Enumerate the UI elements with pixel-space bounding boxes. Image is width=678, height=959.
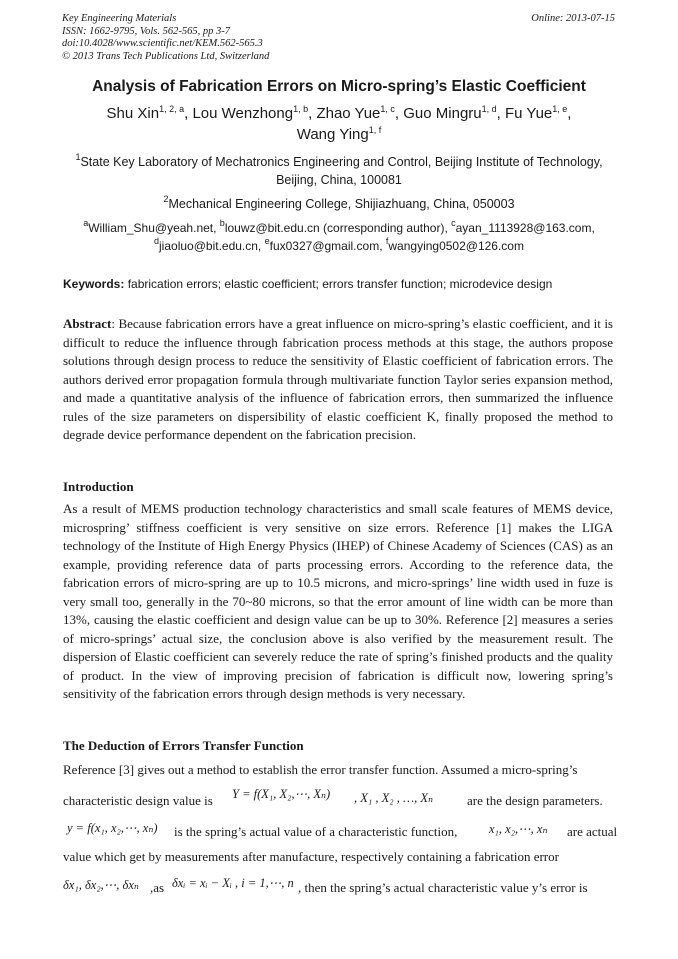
author-name: Zhao Yue: [316, 105, 381, 122]
author-sup: 1, e: [552, 104, 568, 114]
keywords: [63, 277, 552, 291]
author-sup: 1, d: [481, 104, 497, 114]
affiliation-sup: 2: [163, 194, 169, 204]
deduction-line-2-prefix: characteristic design value is: [63, 793, 213, 808]
formula-design-function: Y = f(X₁, X₂,⋯, Xₙ): [232, 787, 331, 801]
email-sup: d: [154, 236, 160, 246]
email-sup: c: [451, 218, 456, 228]
doi-line: doi:10.4028/www.scientific.net/KEM.562-565.3: [62, 38, 263, 49]
author-sup: 1, b: [293, 104, 309, 114]
deduction-line-3-suffix: are actual: [567, 824, 618, 839]
author-name: Wang Ying: [296, 126, 369, 143]
abstract: [63, 315, 613, 445]
email-sup: f: [385, 236, 389, 246]
abstract-label: Abstract: [63, 316, 112, 331]
email-link[interactable]: jiaoluo@bit.edu.cn,: [159, 239, 265, 253]
journal-name: Key Engineering Materials: [62, 13, 177, 24]
deduction-as: ,as: [150, 880, 165, 895]
affiliation-line: Mechanical Engineering College, Shijiazhuang, China, 050003: [168, 197, 515, 211]
author-name: Fu Yue: [505, 105, 553, 122]
author-name: Shu Xin: [106, 105, 160, 122]
publication-metadata: [62, 13, 269, 63]
formula-actual-function: y = f(x₁, x₂,⋯, xₙ): [67, 821, 158, 835]
formula-actual-params: x₁, x₂,⋯, xₙ: [489, 822, 548, 836]
email-list: [60, 219, 618, 255]
deduction-line-3-mid: is the spring’s actual value of a characteristic function,: [174, 824, 458, 839]
keywords-text: fabrication errors; elastic coefficient; errors transfer function; microdevice design: [124, 277, 553, 291]
email-link[interactable]: wangying0502@126.com: [388, 239, 524, 253]
formula-design-params: , X₁ , X₂ , …, Xₙ: [354, 791, 434, 805]
introduction-text: As a result of MEMS production technology characteristics and small scale features of MEMS device, microspring’ stiffness coefficient is very sensitive on size errors. Reference [1] makes the LIGA technology of the Institute of High Energy Physics (IHEP) of Chinese Academy of Sciences (CAS) as an example, providing reference data of parts processing errors. According to the reference data, the fabrication errors of micro-spring are up to 10.5 microns, and micro-springs’ line width used in fuze is very small too, generally in the 70~80 microns, so that the error amount of line width can be more than 13%, causing the elastic coefficient and design value can be up to 30%. Reference [2] measures a series of micro-springs’ actual size, the conclusion above is also verified by the measurement result. The dispersion of Elastic coefficient can severely reduce the rate of spring’s finished products and the quality of product. In the view of improving precision of fabrication is difficult now, lowering spring’s sensitivity of the fabrication errors through design methods is very necessary.: [63, 501, 613, 701]
affiliation-sup: 1: [75, 152, 81, 162]
formula-error-definition: δxᵢ = xᵢ − Xᵢ , i = 1,⋯, n: [172, 876, 294, 890]
paper-title: Analysis of Fabrication Errors on Micro-spring’s Elastic Coefficient: [92, 78, 586, 95]
copyright-line: © 2013 Trans Tech Publications Ltd, Switzerland: [62, 50, 270, 62]
affiliation-line: State Key Laboratory of Mechatronics Engineering and Control, Beijing Institute of Technology,: [80, 155, 603, 169]
email-sup: e: [264, 236, 270, 246]
abstract-text: : Because fabrication errors have a great influence on micro-spring’s elastic coefficient, and it is difficult to reduce the influence through fabrication process methods at this stage, the authors propose solutions through design process to reduce the sensitivity of Elastic coefficient of fabrication errors. The authors derived error propagation formula through multivariate function Taylor series expansion method, and made a quantitative analysis of the influence of fabrication errors, then summarized the influence rules of the size parameters on dispersibility of elastic coefficient K, finally proposed the method to degrade device performance dependent on the fabrication precision.: [63, 316, 613, 442]
affiliation-2: [60, 195, 618, 213]
email-link[interactable]: William_Shu@yeah.net,: [88, 221, 220, 235]
email-link[interactable]: louwz@bit.edu.cn (corresponding author),: [224, 221, 452, 235]
affiliation-line: Beijing, China, 100081: [276, 173, 402, 187]
affiliation-1: [60, 153, 618, 189]
deduction-line-1: Reference [3] gives out a method to establish the error transfer function. Assumed a micro-spring’s: [63, 762, 578, 777]
author-sup: 1, 2, a: [159, 104, 185, 114]
online-date: Online: 2013-07-15: [531, 13, 615, 24]
author-list: Shu Xin$^{1, 2, a}$, Lou Wenzhong$^{1, b}$, Zhao Yue$^{1, c}$, Guo Mingru$^{1, d}$, Fu Yue$^{1, e}$, Wang Ying$^{1, f}$: [106, 104, 572, 143]
email-link[interactable]: fux0327@gmail.com,: [269, 239, 386, 253]
author-sup: 1, c: [380, 104, 395, 114]
introduction-heading: Introduction: [63, 479, 134, 494]
email-sup: a: [83, 218, 89, 228]
author-name: Guo Mingru: [403, 105, 482, 122]
issn-line: ISSN: 1662-9795, Vols. 562-565, pp 3-7: [62, 25, 230, 37]
email-link[interactable]: ayan_1113928@163.com,: [455, 221, 595, 235]
formula-error-terms: δx₁, δx₂,⋯, δxₙ: [63, 878, 139, 892]
email-sup: b: [219, 218, 225, 228]
deduction-line-2-suffix: are the design parameters.: [467, 793, 603, 808]
author-sup: 1, f: [368, 125, 382, 135]
deduction-heading: The Deduction of Errors Transfer Function: [63, 738, 304, 753]
deduction-line-5-suffix: , then the spring’s actual characteristic value y’s error is: [298, 880, 588, 895]
keywords-label: Keywords:: [63, 277, 125, 291]
author-name: Lou Wenzhong: [192, 105, 294, 122]
deduction-line-4: value which get by measurements after manufacture, respectively containing a fabrication error: [63, 849, 559, 864]
